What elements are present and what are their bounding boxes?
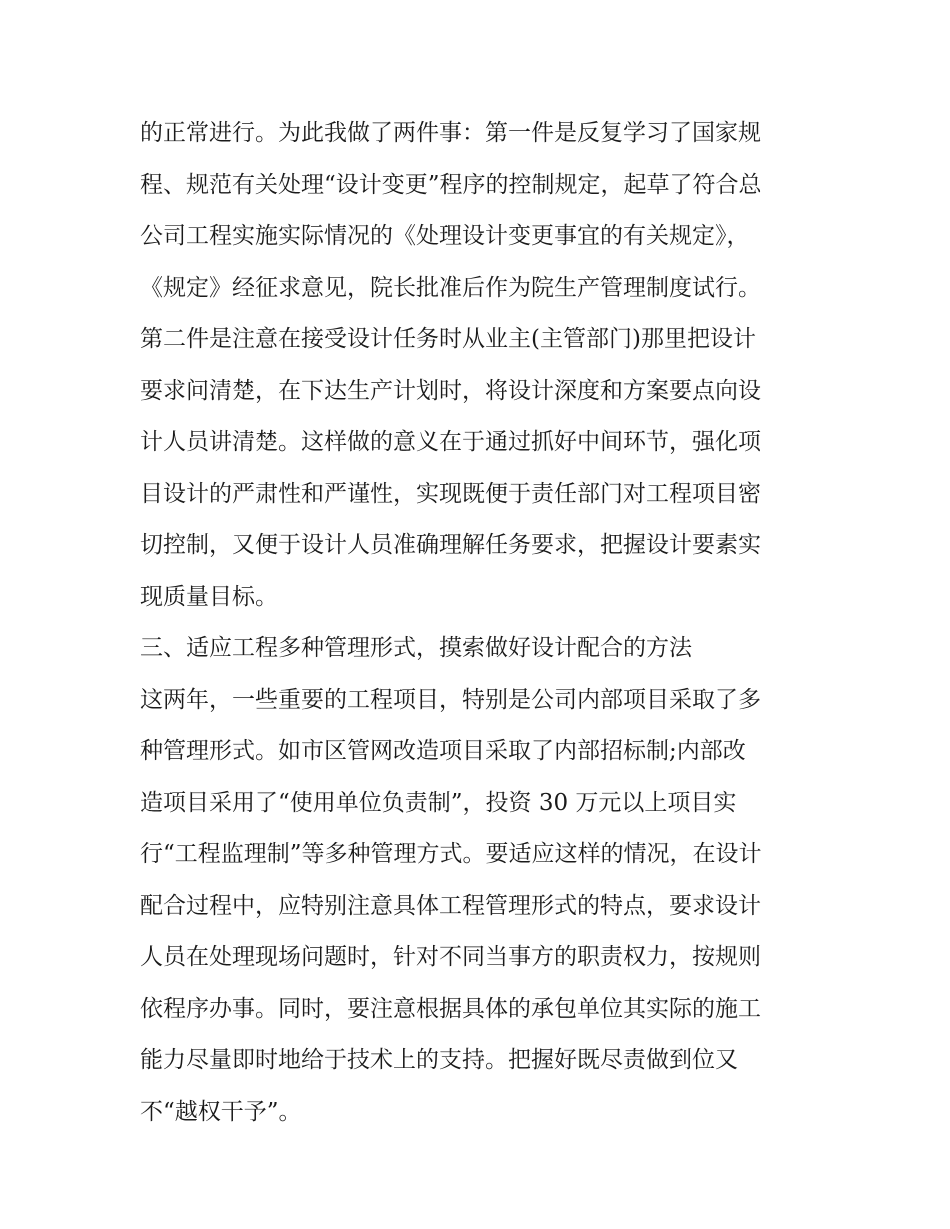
text-line: 第二件是注意在接受设计任务时从业主(主管部门)那里把设计 <box>140 326 756 352</box>
text-line: 能力尽量即时地给于技术上的支持。把握好既尽责做到位又 <box>140 1047 738 1073</box>
body-text <box>140 108 820 1138</box>
text-line: 配合过程中，应特别注意具体工程管理形式的特点，要求设计 <box>140 892 761 919</box>
text-line: 现质量目标。 <box>140 583 278 610</box>
text-line: 依程序办事。同时，要注意根据具体的承包单位其实际的施工 <box>140 995 761 1022</box>
text-line: 种管理形式。如市区管网改造项目采取了内部招标制;内部改 <box>140 738 746 764</box>
text-line: 行“工程监理制”等多种管理方式。要适应这样的情况，在设计 <box>140 841 762 867</box>
text-line: 人员在处理现场问题时，针对不同当事方的职责权力，按规则 <box>140 944 761 970</box>
text-line: 的正常进行。为此我做了两件事：第一件是反复学习了国家规 <box>140 120 761 146</box>
section-heading: 三、适应工程多种管理形式，摸索做好设计配合的方法 <box>140 635 692 661</box>
text-line: 这两年，一些重要的工程项目，特别是公司内部项目采取了多 <box>140 686 761 713</box>
text-line: 《规定》经征求意见，院长批准后作为院生产管理制度试行。 <box>140 274 761 301</box>
text-line: 目设计的严肃性和严谨性，实现既便于责任部门对工程项目密 <box>140 480 761 507</box>
text-line: 公司工程实施实际情况的《处理设计变更事宜的有关规定》， <box>140 223 750 249</box>
text-line: 程、规范有关处理“设计变更”程序的控制规定，起草了符合总 <box>140 171 762 198</box>
text-line: 切控制，又便于设计人员准确理解任务要求，把握设计要素实 <box>140 532 761 558</box>
text-line: 计人员讲清楚。这样做的意义在于通过抓好中间环节，强化项 <box>140 429 761 455</box>
text-line: 造项目采用了“使用单位负责制”，投资 30 万元以上项目实 <box>140 789 737 816</box>
text-line: 要求问清楚，在下达生产计划时，将设计深度和方案要点向设 <box>140 377 761 404</box>
text-line: 不“越权干予”。 <box>140 1098 302 1125</box>
